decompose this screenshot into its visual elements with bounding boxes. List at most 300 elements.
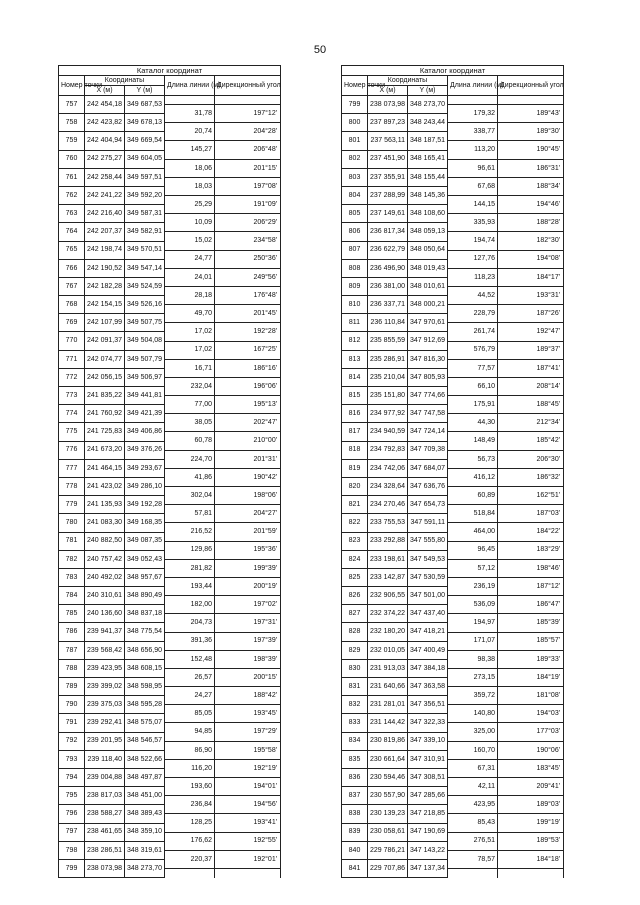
segment-length-spacer bbox=[165, 868, 215, 877]
x-coordinate: 236 337,71 bbox=[368, 296, 408, 314]
x-coordinate: 237 149,61 bbox=[368, 205, 408, 223]
segment-angle: 187°41' bbox=[498, 359, 564, 377]
x-coordinate: 242 241,22 bbox=[85, 186, 125, 204]
point-number: 760 bbox=[59, 150, 85, 168]
x-coordinate: 238 817,03 bbox=[85, 787, 125, 805]
segment-length: 26,57 bbox=[165, 668, 215, 686]
x-coordinate: 236 817,34 bbox=[368, 223, 408, 241]
y-coordinate: 349 087,35 bbox=[125, 532, 165, 550]
segment-length: 281,82 bbox=[165, 559, 215, 577]
x-coordinate: 239 399,02 bbox=[85, 678, 125, 696]
segment-angle: 206°48' bbox=[215, 141, 281, 159]
segment-angle: 185°57' bbox=[498, 632, 564, 650]
y-coordinate: 348 145,36 bbox=[408, 186, 448, 204]
y-coordinate: 348 595,28 bbox=[125, 696, 165, 714]
segment-angle: 188°45' bbox=[498, 396, 564, 414]
y-coordinate: 348 775,54 bbox=[125, 623, 165, 641]
segment-angle: 199°19' bbox=[498, 814, 564, 832]
segment-length: 96,61 bbox=[448, 159, 498, 177]
segment-length: 44,52 bbox=[448, 286, 498, 304]
segment-length: 129,86 bbox=[165, 541, 215, 559]
segment-length: 273,15 bbox=[448, 668, 498, 686]
x-coordinate: 239 375,03 bbox=[85, 696, 125, 714]
x-coordinate: 242 091,37 bbox=[85, 332, 125, 350]
segment-angle: 198°46' bbox=[498, 559, 564, 577]
segment-angle: 200°15' bbox=[215, 668, 281, 686]
x-coordinate: 242 454,18 bbox=[85, 96, 125, 114]
point-number: 816 bbox=[342, 405, 368, 423]
segment-length: 85,05 bbox=[165, 705, 215, 723]
y-coordinate: 348 000,21 bbox=[408, 296, 448, 314]
y-coordinate: 347 400,49 bbox=[408, 641, 448, 659]
segment-angle: 188°42' bbox=[215, 687, 281, 705]
segment-length: 24,77 bbox=[165, 250, 215, 268]
point-number: 784 bbox=[59, 587, 85, 605]
y-coordinate: 347 218,85 bbox=[408, 805, 448, 823]
point-number: 825 bbox=[342, 568, 368, 586]
length-header: Длина линии (м) bbox=[165, 76, 215, 96]
point-number: 830 bbox=[342, 659, 368, 677]
y-coordinate: 349 678,13 bbox=[125, 114, 165, 132]
coordinates-header: Координаты bbox=[368, 76, 448, 86]
point-number: 797 bbox=[59, 823, 85, 841]
y-coordinate: 348 319,61 bbox=[125, 841, 165, 859]
segment-angle: 193°41' bbox=[215, 814, 281, 832]
segment-angle: 186°16' bbox=[215, 359, 281, 377]
segment-length: 228,79 bbox=[448, 305, 498, 323]
point-number: 777 bbox=[59, 459, 85, 477]
segment-angle: 195°13' bbox=[215, 396, 281, 414]
point-number: 827 bbox=[342, 605, 368, 623]
segment-angle: 197°12' bbox=[215, 105, 281, 123]
y-coordinate: 349 376,26 bbox=[125, 441, 165, 459]
segment-angle-spacer bbox=[498, 96, 564, 105]
segment-angle: 188°28' bbox=[498, 214, 564, 232]
y-coordinate: 347 912,69 bbox=[408, 332, 448, 350]
point-number: 834 bbox=[342, 732, 368, 750]
point-number: 831 bbox=[342, 678, 368, 696]
segment-length: 175,91 bbox=[448, 396, 498, 414]
x-coordinate: 242 275,27 bbox=[85, 150, 125, 168]
page-number: 50 bbox=[313, 44, 327, 56]
point-number: 769 bbox=[59, 314, 85, 332]
segment-length: 464,00 bbox=[448, 523, 498, 541]
segment-angle: 200°19' bbox=[215, 577, 281, 595]
y-coordinate: 348 010,61 bbox=[408, 277, 448, 295]
segment-angle: 197°39' bbox=[215, 632, 281, 650]
point-number: 818 bbox=[342, 441, 368, 459]
y-coordinate: 347 816,30 bbox=[408, 350, 448, 368]
segment-length: 194,74 bbox=[448, 232, 498, 250]
segment-length: 145,27 bbox=[165, 141, 215, 159]
point-number: 832 bbox=[342, 696, 368, 714]
point-number: 815 bbox=[342, 387, 368, 405]
segment-angle: 193°45' bbox=[215, 705, 281, 723]
segment-angle: 189°37' bbox=[498, 341, 564, 359]
point-number: 764 bbox=[59, 223, 85, 241]
x-coordinate: 239 004,88 bbox=[85, 768, 125, 786]
point-number: 833 bbox=[342, 714, 368, 732]
segment-length: 24,01 bbox=[165, 268, 215, 286]
segment-length: 60,89 bbox=[448, 487, 498, 505]
point-number: 770 bbox=[59, 332, 85, 350]
x-coordinate: 230 819,86 bbox=[368, 732, 408, 750]
y-coordinate: 348 273,70 bbox=[408, 96, 448, 114]
coordinates-header: Координаты bbox=[85, 76, 165, 86]
segment-length: 15,02 bbox=[165, 232, 215, 250]
segment-angle: 201°31' bbox=[215, 450, 281, 468]
y-coordinate: 347 555,80 bbox=[408, 532, 448, 550]
segment-length: 86,90 bbox=[165, 741, 215, 759]
y-coordinate: 349 582,91 bbox=[125, 223, 165, 241]
point-number: 826 bbox=[342, 587, 368, 605]
segment-angle: 201°59' bbox=[215, 523, 281, 541]
segment-length: 44,30 bbox=[448, 414, 498, 432]
y-coordinate: 348 598,95 bbox=[125, 678, 165, 696]
segment-length: 276,51 bbox=[448, 832, 498, 850]
segment-length: 31,78 bbox=[165, 105, 215, 123]
point-number: 823 bbox=[342, 532, 368, 550]
y-coordinate: 348 059,13 bbox=[408, 223, 448, 241]
point-number: 758 bbox=[59, 114, 85, 132]
segment-length: 10,09 bbox=[165, 214, 215, 232]
point-number: 805 bbox=[342, 205, 368, 223]
segment-angle-spacer bbox=[498, 868, 564, 877]
y-coordinate: 349 587,31 bbox=[125, 205, 165, 223]
x-coordinate: 238 588,27 bbox=[85, 805, 125, 823]
x-coordinate: 237 355,91 bbox=[368, 168, 408, 186]
segment-length: 220,37 bbox=[165, 850, 215, 868]
point-number: 775 bbox=[59, 423, 85, 441]
x-coordinate: 239 423,95 bbox=[85, 659, 125, 677]
point-number: 778 bbox=[59, 477, 85, 495]
x-coordinate: 242 423,82 bbox=[85, 114, 125, 132]
x-coordinate: 234 328,64 bbox=[368, 477, 408, 495]
x-coordinate: 238 461,65 bbox=[85, 823, 125, 841]
y-coordinate: 347 322,33 bbox=[408, 714, 448, 732]
point-number: 785 bbox=[59, 605, 85, 623]
x-coordinate: 232 180,20 bbox=[368, 623, 408, 641]
segment-length: 28,18 bbox=[165, 286, 215, 304]
segment-angle: 192°19' bbox=[215, 759, 281, 777]
point-number: 790 bbox=[59, 696, 85, 714]
point-number: 772 bbox=[59, 368, 85, 386]
coordinate-catalog-left bbox=[58, 65, 281, 878]
point-number: 763 bbox=[59, 205, 85, 223]
segment-length: 193,44 bbox=[165, 577, 215, 595]
segment-angle: 196°06' bbox=[215, 377, 281, 395]
segment-length: 335,93 bbox=[448, 214, 498, 232]
segment-angle: 187°12' bbox=[498, 577, 564, 595]
y-coordinate: 348 187,51 bbox=[408, 132, 448, 150]
point-number: 765 bbox=[59, 241, 85, 259]
y-coordinate: 349 570,51 bbox=[125, 241, 165, 259]
x-coordinate: 232 374,22 bbox=[368, 605, 408, 623]
point-number: 795 bbox=[59, 787, 85, 805]
x-coordinate: 241 135,93 bbox=[85, 496, 125, 514]
segment-angle: 162°51' bbox=[498, 487, 564, 505]
segment-length: 236,84 bbox=[165, 796, 215, 814]
segment-length: 391,36 bbox=[165, 632, 215, 650]
segment-angle: 199°39' bbox=[215, 559, 281, 577]
segment-angle: 185°39' bbox=[498, 614, 564, 632]
angle-header: Дирекционный угол bbox=[498, 76, 564, 96]
y-coordinate: 347 356,51 bbox=[408, 696, 448, 714]
y-header: Y (м) bbox=[125, 86, 165, 96]
y-coordinate: 347 805,93 bbox=[408, 368, 448, 386]
y-coordinate: 347 339,10 bbox=[408, 732, 448, 750]
segment-length: 518,84 bbox=[448, 505, 498, 523]
x-coordinate: 232 010,05 bbox=[368, 641, 408, 659]
segment-length: 144,15 bbox=[448, 196, 498, 214]
segment-length: 98,38 bbox=[448, 650, 498, 668]
x-coordinate: 241 673,20 bbox=[85, 441, 125, 459]
segment-angle: 204°28' bbox=[215, 123, 281, 141]
segment-length: 116,20 bbox=[165, 759, 215, 777]
segment-angle: 190°45' bbox=[498, 141, 564, 159]
point-number: 776 bbox=[59, 441, 85, 459]
x-coordinate: 235 151,80 bbox=[368, 387, 408, 405]
segment-angle: 198°39' bbox=[215, 650, 281, 668]
segment-angle: 185°42' bbox=[498, 432, 564, 450]
segment-angle: 194°01' bbox=[215, 778, 281, 796]
segment-length: 176,62 bbox=[165, 832, 215, 850]
segment-angle: 194°08' bbox=[498, 250, 564, 268]
segment-length: 16,71 bbox=[165, 359, 215, 377]
x-coordinate: 241 464,15 bbox=[85, 459, 125, 477]
point-number: 783 bbox=[59, 568, 85, 586]
point-number: 839 bbox=[342, 823, 368, 841]
x-coordinate: 229 786,21 bbox=[368, 841, 408, 859]
point-number: 792 bbox=[59, 732, 85, 750]
x-coordinate: 231 640,66 bbox=[368, 678, 408, 696]
segment-angle: 192°55' bbox=[215, 832, 281, 850]
segment-angle: 189°03' bbox=[498, 796, 564, 814]
point-number: 810 bbox=[342, 296, 368, 314]
segment-angle: 190°42' bbox=[215, 468, 281, 486]
segment-angle: 189°33' bbox=[498, 650, 564, 668]
segment-length: 236,19 bbox=[448, 577, 498, 595]
x-coordinate: 240 757,42 bbox=[85, 550, 125, 568]
segment-length: 77,00 bbox=[165, 396, 215, 414]
segment-length-spacer bbox=[448, 868, 498, 877]
segment-angle: 187°03' bbox=[498, 505, 564, 523]
point-number: 822 bbox=[342, 514, 368, 532]
point-number: 799 bbox=[59, 859, 85, 877]
y-coordinate: 348 890,49 bbox=[125, 587, 165, 605]
y-coordinate: 348 497,87 bbox=[125, 768, 165, 786]
y-coordinate: 349 507,79 bbox=[125, 350, 165, 368]
x-coordinate: 234 270,46 bbox=[368, 496, 408, 514]
x-coordinate: 241 835,22 bbox=[85, 387, 125, 405]
segment-angle: 193°31' bbox=[498, 286, 564, 304]
segment-angle-spacer bbox=[215, 868, 281, 877]
point-number: 780 bbox=[59, 514, 85, 532]
point-number: 800 bbox=[342, 114, 368, 132]
point-number: 819 bbox=[342, 459, 368, 477]
segment-length: 232,04 bbox=[165, 377, 215, 395]
segment-length: 41,86 bbox=[165, 468, 215, 486]
segment-angle: 183°29' bbox=[498, 541, 564, 559]
y-coordinate: 348 165,41 bbox=[408, 150, 448, 168]
segment-length: 17,02 bbox=[165, 323, 215, 341]
x-coordinate: 239 201,95 bbox=[85, 732, 125, 750]
point-number: 801 bbox=[342, 132, 368, 150]
segment-angle: 184°22' bbox=[498, 523, 564, 541]
y-coordinate: 349 547,14 bbox=[125, 259, 165, 277]
y-coordinate: 349 052,43 bbox=[125, 550, 165, 568]
segment-angle: 188°34' bbox=[498, 177, 564, 195]
y-coordinate: 347 549,53 bbox=[408, 550, 448, 568]
segment-length: 94,85 bbox=[165, 723, 215, 741]
segment-angle: 250°36' bbox=[215, 250, 281, 268]
x-coordinate: 242 190,52 bbox=[85, 259, 125, 277]
table-row bbox=[59, 96, 281, 105]
segment-angle: 184°17' bbox=[498, 268, 564, 286]
y-coordinate: 347 190,69 bbox=[408, 823, 448, 841]
point-number: 788 bbox=[59, 659, 85, 677]
y-coordinate: 349 604,05 bbox=[125, 150, 165, 168]
y-header: Y (м) bbox=[408, 86, 448, 96]
y-coordinate: 349 293,67 bbox=[125, 459, 165, 477]
y-coordinate: 347 501,00 bbox=[408, 587, 448, 605]
x-coordinate: 236 110,84 bbox=[368, 314, 408, 332]
y-coordinate: 347 384,18 bbox=[408, 659, 448, 677]
y-coordinate: 347 437,40 bbox=[408, 605, 448, 623]
y-coordinate: 348 273,70 bbox=[125, 859, 165, 877]
point-number: 774 bbox=[59, 405, 85, 423]
x-coordinate: 242 198,74 bbox=[85, 241, 125, 259]
point-number: 803 bbox=[342, 168, 368, 186]
point-number: 761 bbox=[59, 168, 85, 186]
point-number: 767 bbox=[59, 277, 85, 295]
point-number: 838 bbox=[342, 805, 368, 823]
point-number: 811 bbox=[342, 314, 368, 332]
segment-angle: 189°30' bbox=[498, 123, 564, 141]
y-coordinate: 347 363,58 bbox=[408, 678, 448, 696]
segment-angle: 197°08' bbox=[215, 177, 281, 195]
x-coordinate: 239 118,40 bbox=[85, 750, 125, 768]
y-coordinate: 347 137,34 bbox=[408, 859, 448, 877]
x-coordinate: 234 742,06 bbox=[368, 459, 408, 477]
x-coordinate: 242 404,94 bbox=[85, 132, 125, 150]
segment-angle: 208°14' bbox=[498, 377, 564, 395]
x-coordinate: 236 381,00 bbox=[368, 277, 408, 295]
segment-length: 193,60 bbox=[165, 778, 215, 796]
y-coordinate: 348 451,00 bbox=[125, 787, 165, 805]
y-coordinate: 349 504,08 bbox=[125, 332, 165, 350]
x-coordinate: 234 977,92 bbox=[368, 405, 408, 423]
segment-angle: 194°03' bbox=[498, 705, 564, 723]
catalog-title: Каталог координат bbox=[342, 66, 564, 76]
segment-angle: 197°29' bbox=[215, 723, 281, 741]
x-coordinate: 236 496,90 bbox=[368, 259, 408, 277]
segment-angle-spacer bbox=[215, 96, 281, 105]
point-number: 782 bbox=[59, 550, 85, 568]
x-coordinate: 235 855,59 bbox=[368, 332, 408, 350]
y-coordinate: 347 310,91 bbox=[408, 750, 448, 768]
y-coordinate: 348 050,64 bbox=[408, 241, 448, 259]
length-header: Длина линии (м) bbox=[448, 76, 498, 96]
x-coordinate: 239 568,42 bbox=[85, 641, 125, 659]
segment-length: 77,57 bbox=[448, 359, 498, 377]
x-coordinate: 241 760,92 bbox=[85, 405, 125, 423]
point-number: 820 bbox=[342, 477, 368, 495]
y-coordinate: 349 286,10 bbox=[125, 477, 165, 495]
segment-length: 38,05 bbox=[165, 414, 215, 432]
x-coordinate: 237 563,11 bbox=[368, 132, 408, 150]
segment-angle: 197°02' bbox=[215, 596, 281, 614]
segment-length: 113,20 bbox=[448, 141, 498, 159]
segment-angle: 204°27' bbox=[215, 505, 281, 523]
segment-length: 20,74 bbox=[165, 123, 215, 141]
segment-length: 128,25 bbox=[165, 814, 215, 832]
y-coordinate: 347 636,76 bbox=[408, 477, 448, 495]
segment-length: 359,72 bbox=[448, 687, 498, 705]
point-number: 813 bbox=[342, 350, 368, 368]
y-coordinate: 349 507,75 bbox=[125, 314, 165, 332]
x-coordinate: 230 661,64 bbox=[368, 750, 408, 768]
segment-length: 536,09 bbox=[448, 596, 498, 614]
segment-length: 182,00 bbox=[165, 596, 215, 614]
x-coordinate: 230 557,90 bbox=[368, 787, 408, 805]
x-coordinate: 242 107,99 bbox=[85, 314, 125, 332]
segment-angle: 190°06' bbox=[498, 741, 564, 759]
x-coordinate: 238 286,51 bbox=[85, 841, 125, 859]
point-number: 794 bbox=[59, 768, 85, 786]
segment-angle: 198°06' bbox=[215, 487, 281, 505]
catalog-title: Каталог координат bbox=[59, 66, 281, 76]
y-coordinate: 348 359,10 bbox=[125, 823, 165, 841]
segment-angle: 197°31' bbox=[215, 614, 281, 632]
x-coordinate: 242 056,15 bbox=[85, 368, 125, 386]
y-coordinate: 348 243,44 bbox=[408, 114, 448, 132]
y-coordinate: 349 669,54 bbox=[125, 132, 165, 150]
y-coordinate: 348 522,66 bbox=[125, 750, 165, 768]
segment-length: 325,00 bbox=[448, 723, 498, 741]
y-coordinate: 348 108,60 bbox=[408, 205, 448, 223]
x-coordinate: 237 897,23 bbox=[368, 114, 408, 132]
segment-angle: 192°01' bbox=[215, 850, 281, 868]
segment-angle: 183°45' bbox=[498, 759, 564, 777]
segment-length: 148,49 bbox=[448, 432, 498, 450]
x-coordinate: 239 941,37 bbox=[85, 623, 125, 641]
segment-length-spacer bbox=[448, 96, 498, 105]
y-coordinate: 348 546,57 bbox=[125, 732, 165, 750]
segment-length: 261,74 bbox=[448, 323, 498, 341]
y-coordinate: 348 155,44 bbox=[408, 168, 448, 186]
point-number: 817 bbox=[342, 423, 368, 441]
segment-length-spacer bbox=[165, 96, 215, 105]
coordinate-catalog-right bbox=[341, 65, 564, 878]
point-number: 773 bbox=[59, 387, 85, 405]
point-number: 799 bbox=[342, 96, 368, 114]
x-coordinate: 234 792,83 bbox=[368, 441, 408, 459]
segment-length: 204,73 bbox=[165, 614, 215, 632]
x-coordinate: 241 083,30 bbox=[85, 514, 125, 532]
segment-angle: 182°30' bbox=[498, 232, 564, 250]
y-coordinate: 349 406,86 bbox=[125, 423, 165, 441]
x-coordinate: 230 594,46 bbox=[368, 768, 408, 786]
x-coordinate: 235 210,04 bbox=[368, 368, 408, 386]
y-coordinate: 348 957,67 bbox=[125, 568, 165, 586]
x-coordinate: 242 074,77 bbox=[85, 350, 125, 368]
segment-length: 56,73 bbox=[448, 450, 498, 468]
x-coordinate: 242 154,15 bbox=[85, 296, 125, 314]
point-number: 768 bbox=[59, 296, 85, 314]
segment-angle: 194°56' bbox=[215, 796, 281, 814]
segment-length: 25,29 bbox=[165, 196, 215, 214]
